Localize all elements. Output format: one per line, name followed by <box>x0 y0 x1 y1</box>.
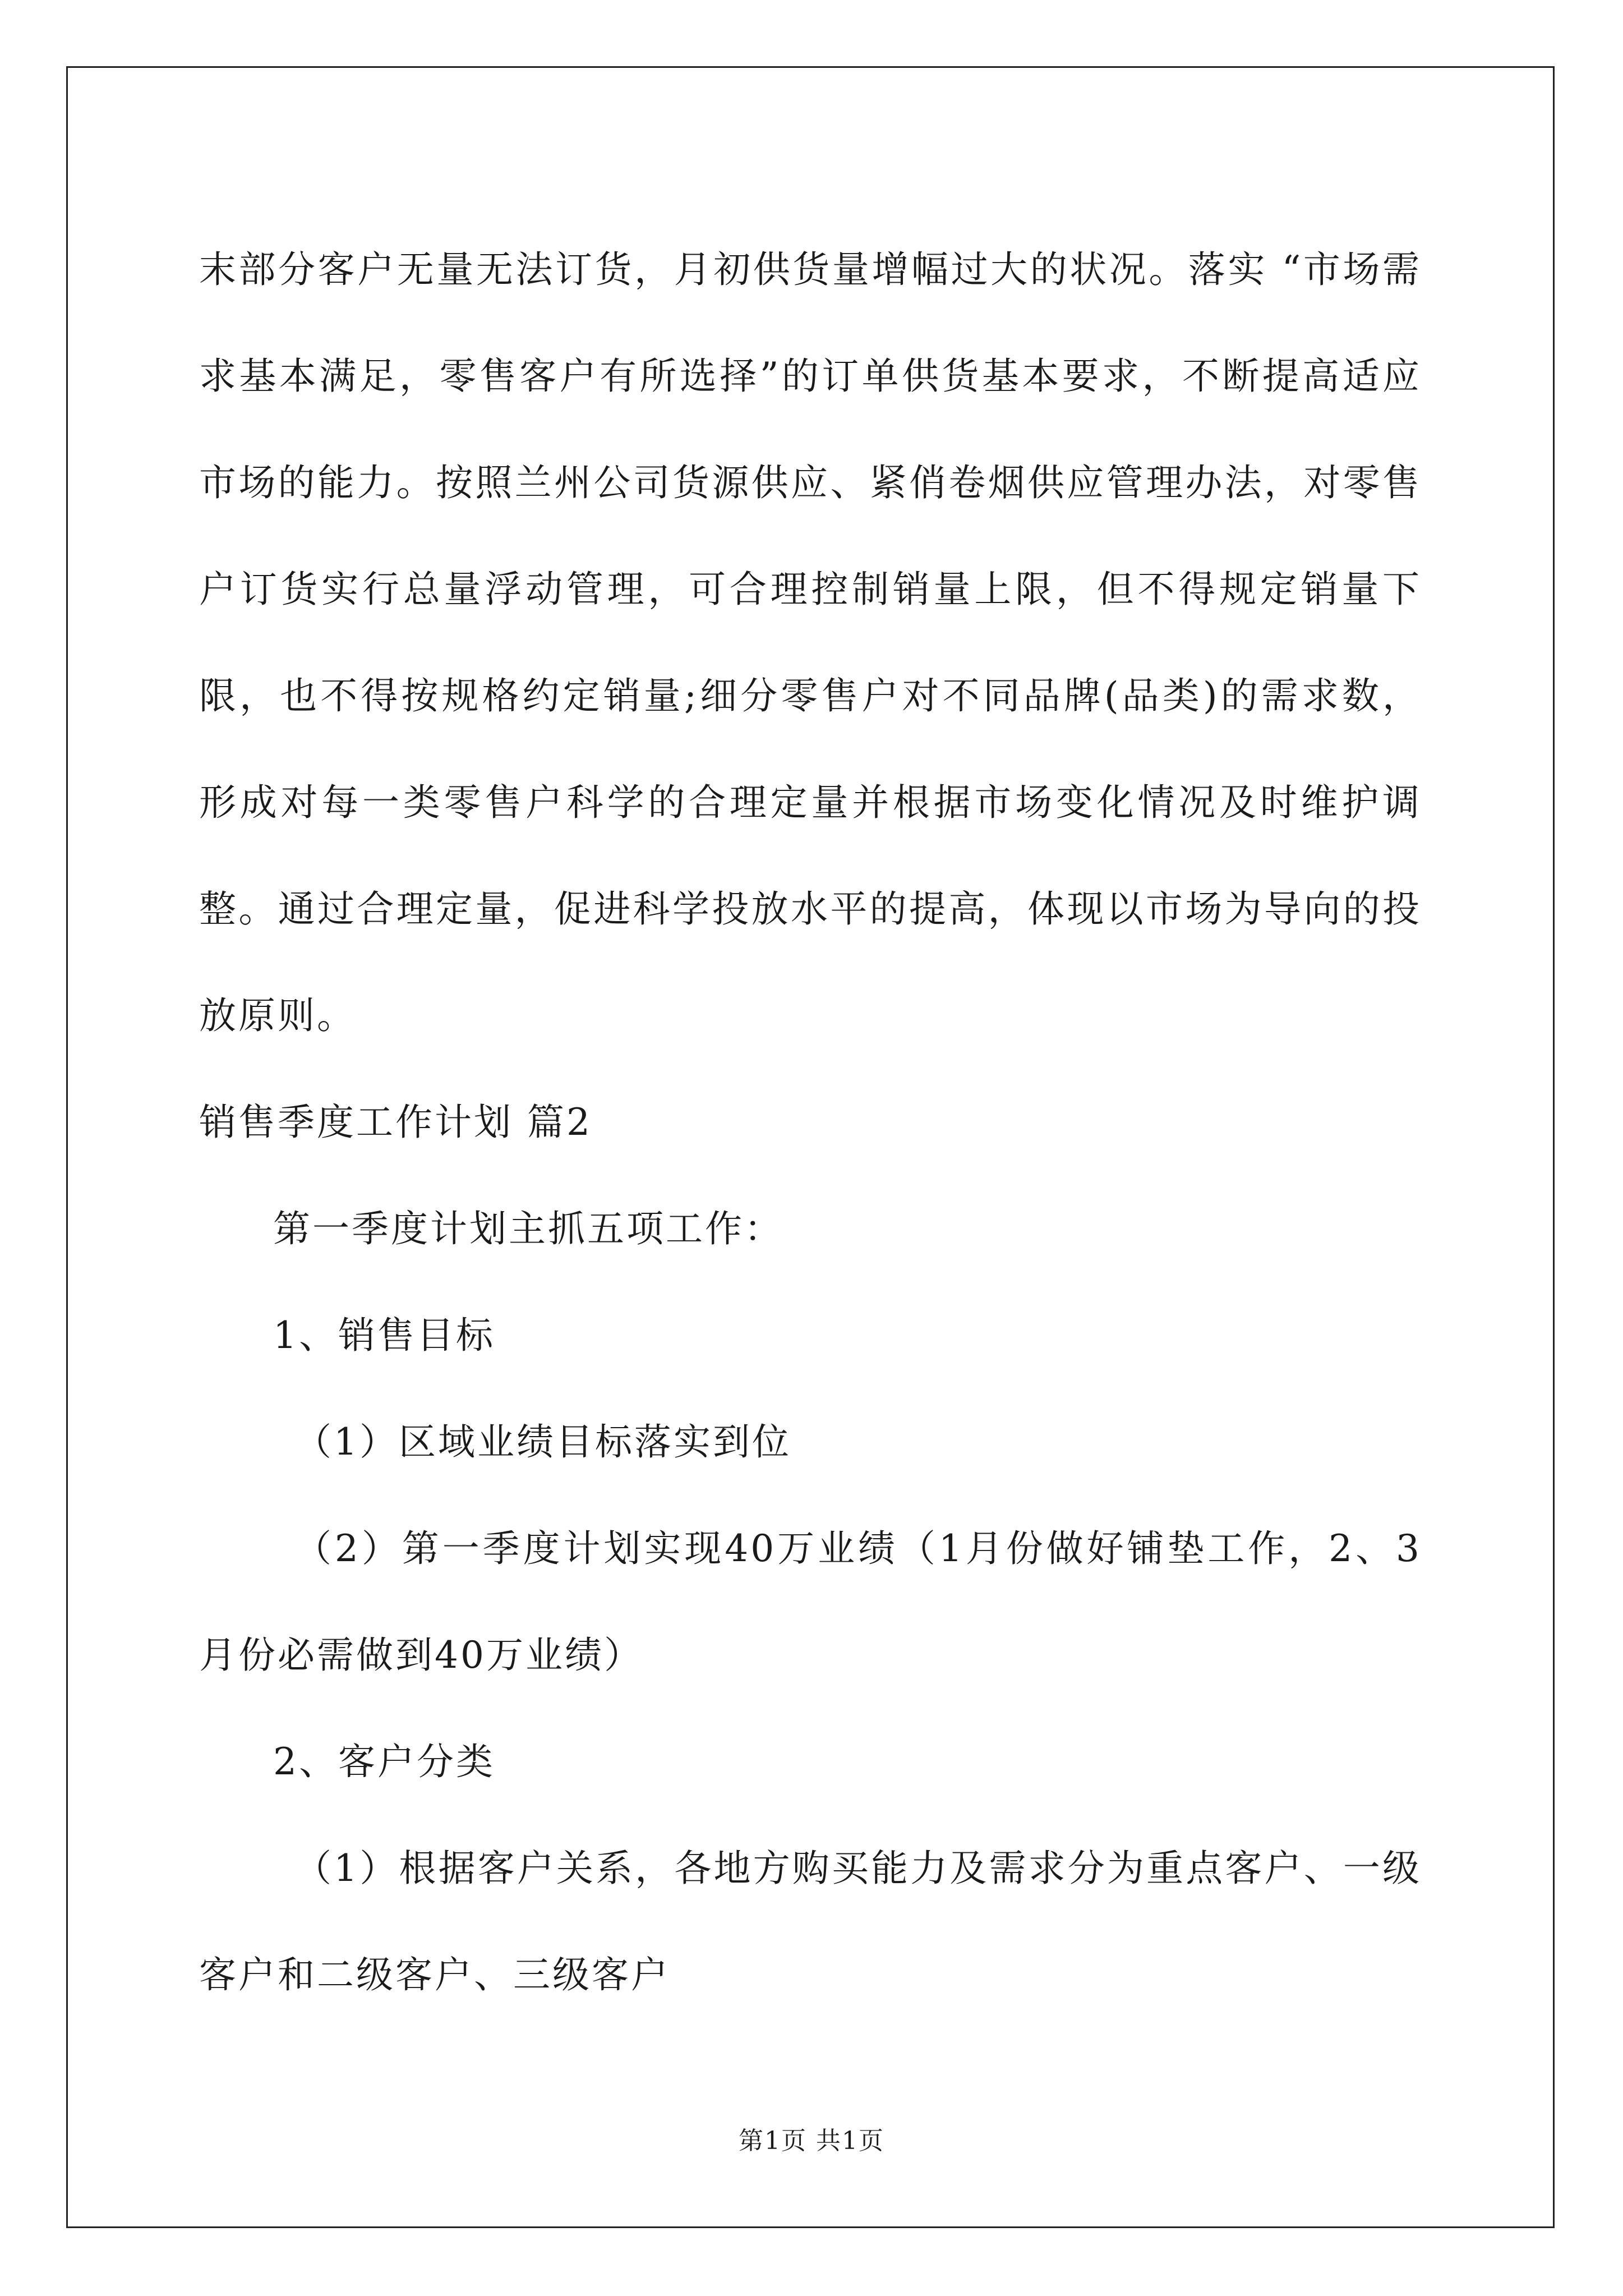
section-heading: 销售季度工作计划 篇2 <box>199 1101 592 1144</box>
list-item-title: 2、客户分类 <box>273 1740 495 1783</box>
page-number-footer: 第1页 共1页 <box>739 2127 884 2155</box>
list-subitem: （1）区域业绩目标落实到位 <box>294 1420 791 1464</box>
intro-paragraph: 第一季度计划主抓五项工作： <box>273 1207 783 1250</box>
lead-paragraph: 末部分客户无量无法订货，月初供货量增幅过大的状况。落实 “市场需求基本满足，零售客户有所选择”的订单供货基本要求，不断提高适应市场的能力。按照兰州公司货源供应、紧俏卷烟供应管理办法，对零售户订货实行总量浮动管理，可合理控制销量上限，但不得规定销量下限，也不得按规格约定销量;细分零售户对不同品牌(品类)的需求数，形成对每一类零售户科学的合理定量并根据市场变化情况及时维护调整。通过合理定量，促进科学投放水平的提高，体现以市场为导向的投放原则。 <box>199 248 1422 1037</box>
list-subitem: （2）第一季度计划实现40万业绩（1月份做好铺垫工作，2、3月份必需做到40万业绩） <box>199 1527 1422 1677</box>
list-subitem: （1）根据客户关系，各地方购买能力及需求分为重点客户、一级客户和二级客户、三级客户 <box>199 1847 1422 1996</box>
document-body <box>199 217 1422 2028</box>
list-item-title: 1、销售目标 <box>273 1314 495 1357</box>
